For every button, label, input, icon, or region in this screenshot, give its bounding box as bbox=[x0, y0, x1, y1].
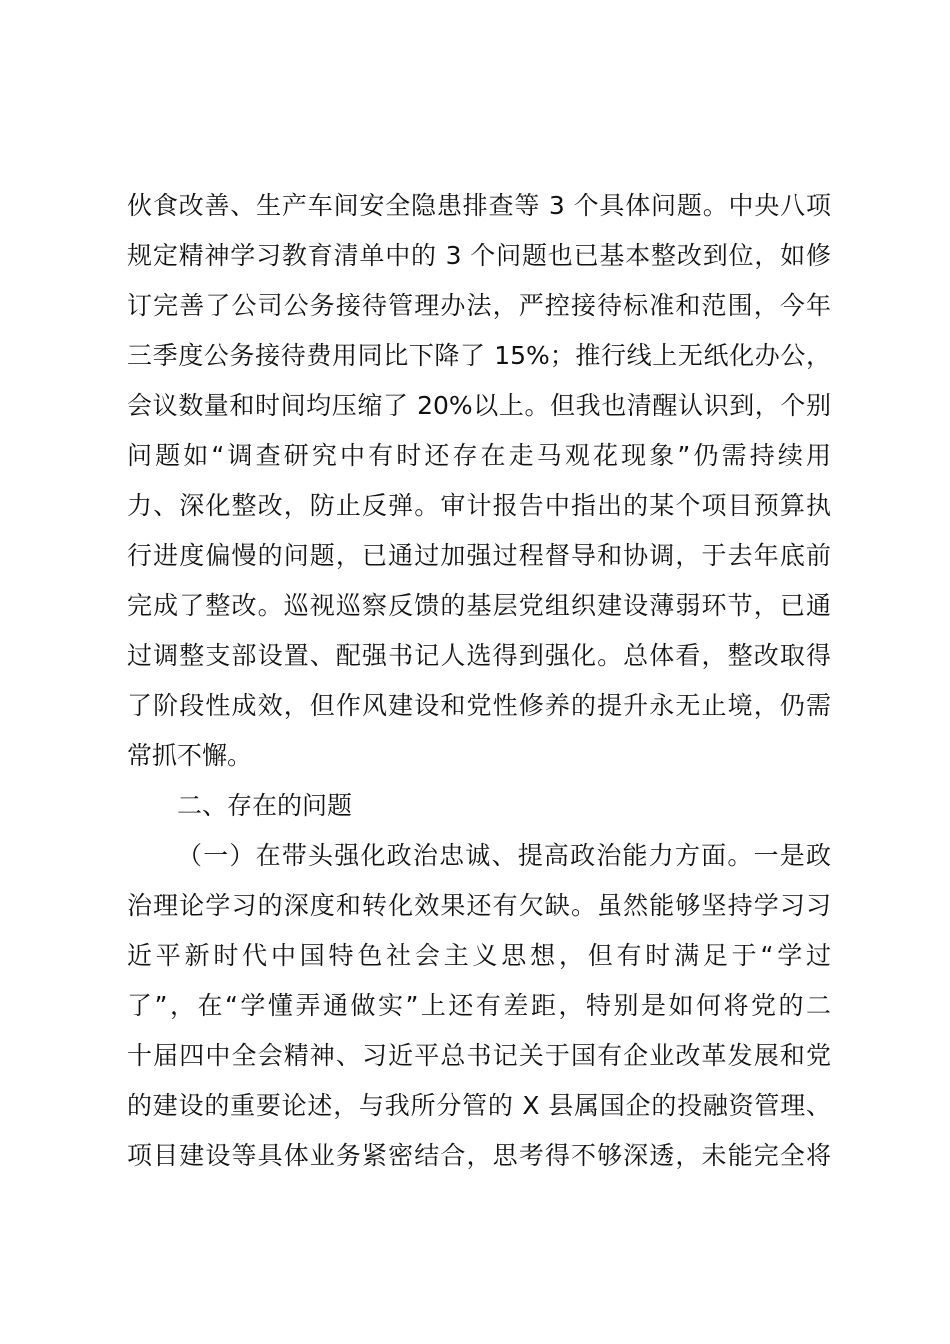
text-line: 完成了整改。巡视巡察反馈的基层党组织建设薄弱环节，已通 bbox=[127, 591, 831, 620]
text-line: 订完善了公司公务接待管理办法，严控接待标准和范围，今年 bbox=[127, 291, 831, 320]
text-line: 问题如“调查研究中有时还存在走马观花现象”仍需持续用 bbox=[127, 441, 831, 470]
text-line: 会议数量和时间均压缩了 20%以上。但我也清醒认识到，个别 bbox=[127, 391, 831, 420]
text-line: 过调整支部设置、配强书记人选得到强化。总体看，整改取得 bbox=[127, 641, 831, 670]
text-line: 规定精神学习教育清单中的 3 个问题也已基本整改到位，如修 bbox=[127, 241, 831, 270]
section-heading: 二、存在的问题 bbox=[177, 791, 353, 820]
document-page bbox=[127, 186, 831, 1186]
text-line: 了”，在“学懂弄通做实”上还有差距，特别是如何将党的二 bbox=[127, 991, 831, 1020]
text-line: 十届四中全会精神、习近平总书记关于国有企业改革发展和党 bbox=[127, 1041, 831, 1070]
text-line: 三季度公务接待费用同比下降了 15%；推行线上无纸化办公， bbox=[127, 341, 831, 370]
text-line: 治理论学习的深度和转化效果还有欠缺。虽然能够坚持学习习 bbox=[127, 891, 831, 920]
text-line: 了阶段性成效，但作风建设和党性修养的提升永无止境，仍需 bbox=[127, 691, 831, 720]
text-line: （一）在带头强化政治忠诚、提高政治能力方面。一是政 bbox=[177, 841, 831, 870]
text-line: 近平新时代中国特色社会主义思想，但有时满足于“学过 bbox=[127, 941, 831, 970]
text-line: 行进度偏慢的问题，已通过加强过程督导和协调，于去年底前 bbox=[127, 541, 831, 570]
paragraph-rectification-summary bbox=[127, 186, 831, 786]
text-line: 伙食改善、生产车间安全隐患排查等 3 个具体问题。中央八项 bbox=[127, 191, 831, 220]
text-line: 常抓不懈。 bbox=[127, 741, 253, 770]
paragraph-political-loyalty bbox=[127, 836, 831, 1186]
text-line: 力、深化整改，防止反弹。审计报告中指出的某个项目预算执 bbox=[127, 491, 831, 520]
text-line: 项目建设等具体业务紧密结合，思考得不够深透，未能完全将 bbox=[127, 1141, 831, 1170]
text-line: 的建设的重要论述，与我所分管的 X 县属国企的投融资管理、 bbox=[127, 1091, 831, 1120]
